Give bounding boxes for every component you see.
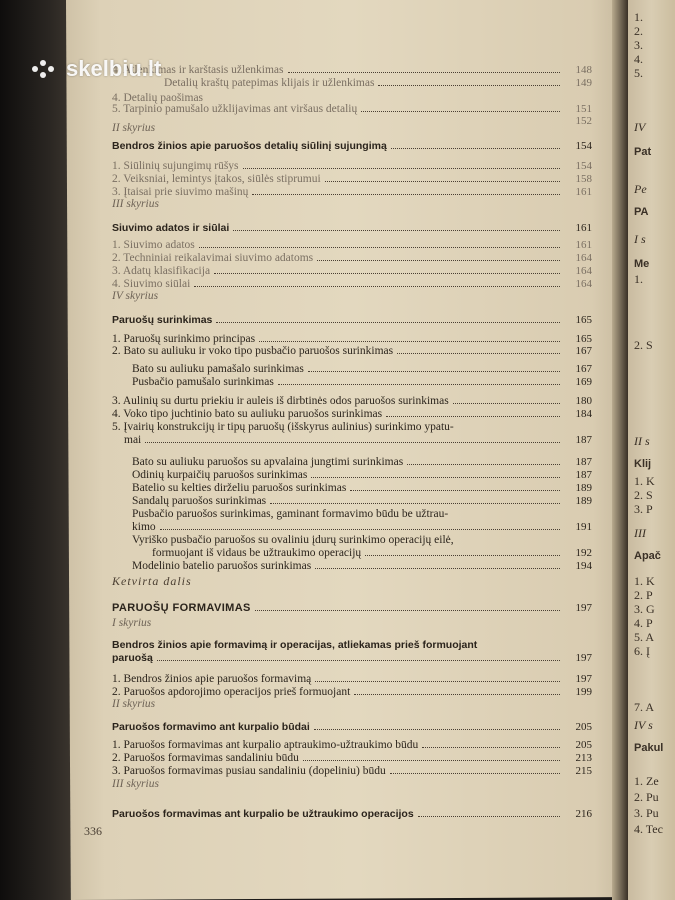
toc-entry: 4. Atlenkimas ir karštasis užlenkimas 148 bbox=[112, 64, 592, 76]
toc-entry: Sandalų paruošos surinkimas 189 bbox=[132, 495, 592, 507]
right-page-fragment: I s bbox=[634, 232, 646, 246]
toc-entry: 4. Detalių paošimas bbox=[112, 92, 204, 104]
chapter-label: IV skyrius bbox=[112, 290, 159, 302]
right-page bbox=[628, 0, 675, 900]
right-page-fragment: 4. bbox=[634, 52, 643, 66]
section-heading: Paruošų surinkimas 165 bbox=[112, 314, 592, 326]
right-page-fragment: Pakul bbox=[634, 742, 664, 754]
toc-entry: Pusbačio pamušalo surinkimas 169 bbox=[132, 376, 592, 388]
section-heading: Bendros žinios apie paruošos detalių siūlinį sujungimą 154 bbox=[112, 140, 592, 152]
right-page-fragment: 4. P bbox=[634, 616, 653, 630]
section-heading: Paruošos formavimas ant kurpalio be užtraukimo operacijos 216 bbox=[112, 808, 592, 820]
watermark bbox=[32, 56, 161, 82]
right-page-fragment: Pe bbox=[634, 182, 647, 196]
right-page-fragment: 4. Tec bbox=[634, 822, 663, 836]
toc-entry: Bato su auliuku paruošos su apvalaina jungtimi surinkimas 187 bbox=[132, 456, 592, 468]
toc-entry: 2. Veiksniai, lemintys įtakos, siūlės stiprumui 158 bbox=[112, 173, 592, 185]
toc-entry: 3. Adatų klasifikacija 164 bbox=[112, 265, 592, 277]
toc-entry: 2. Paruošos formavimas sandaliniu būdu 213 bbox=[112, 752, 592, 764]
toc-entry: 1. Paruošų surinkimo principas 165 bbox=[112, 333, 592, 345]
right-page-fragment: III bbox=[634, 526, 646, 540]
toc-entry: 2. Bato su auliuku ir voko tipo pusbačio paruošos surinkimas 167 bbox=[112, 345, 592, 357]
right-page-fragment: 2. P bbox=[634, 588, 653, 602]
right-page-fragment: Klij bbox=[634, 458, 652, 470]
toc-entry: Odinių kurpaičių paruošos surinkimas 187 bbox=[132, 469, 592, 481]
right-page-fragment: PA bbox=[634, 206, 649, 218]
toc-entry: 152 bbox=[575, 115, 592, 127]
right-page-fragment: IV s bbox=[634, 718, 653, 732]
watermark-text: skelbiu.lt bbox=[66, 56, 162, 81]
toc-entry: 3. Įtaisai prie siuvimo mašinų 161 bbox=[112, 186, 592, 198]
toc-entry: 1. Paruošos formavimas ant kurpalio aptraukimo-užtraukimo būdu 205 bbox=[112, 739, 592, 751]
page-number: 336 bbox=[84, 824, 102, 838]
part-label: Ketvirta dalis bbox=[112, 574, 192, 588]
right-page-fragment: Apač bbox=[634, 550, 661, 562]
toc-entry: Bato su auliuku pamašalo surinkimas 167 bbox=[132, 363, 592, 375]
right-page-fragment: Pat bbox=[634, 146, 652, 158]
right-page-fragment: Me bbox=[634, 258, 650, 270]
section-heading: Siuvimo adatos ir siūlai 161 bbox=[112, 222, 592, 234]
toc-entry: 2. Techniniai reikalavimai siuvimo adatoms 164 bbox=[112, 252, 592, 264]
toc-entry: 4. Siuvimo siūlai 164 bbox=[112, 278, 592, 290]
right-page-fragment: 2. S bbox=[634, 488, 653, 502]
right-page-fragment: II s bbox=[634, 434, 650, 448]
watermark-dots-icon bbox=[32, 59, 60, 79]
right-page-fragment: 2. Pu bbox=[634, 790, 659, 804]
section-heading-continued: paruošą 197 bbox=[112, 652, 592, 664]
toc-entry: 1. Siūlinių sujungimų rūšys 154 bbox=[112, 160, 592, 172]
toc-entry: 4. Voko tipo juchtinio bato su auliuku paruošos surinkimas 184 bbox=[112, 408, 592, 420]
right-page-fragment: 1. K bbox=[634, 574, 655, 588]
right-page-fragment: 1. bbox=[634, 10, 643, 24]
right-page-fragment: 3. G bbox=[634, 602, 655, 616]
toc-entry: Detalių kraštų patepimas klijais ir užlenkimas 149 bbox=[164, 77, 592, 89]
right-page-fragment: IV bbox=[634, 120, 646, 134]
toc-entry: Batelio su kelties dirželiu paruošos surinkimas 189 bbox=[132, 482, 592, 494]
chapter-label: I skyrius bbox=[112, 617, 152, 629]
toc-entry: 3. Aulinių su durtu priekiu ir auleis iš dirbtinės odos paruošos surinkimas 180 bbox=[112, 395, 592, 407]
section-heading: Paruošos formavimo ant kurpalio būdai 205 bbox=[112, 721, 592, 733]
right-page-fragment: 1. bbox=[634, 272, 643, 286]
toc-entry-continued: kimo 191 bbox=[132, 521, 592, 533]
toc-entry: 3. Paruošos formavimas pusiau sandaliniu (dopeliniu) būdu 215 bbox=[112, 765, 592, 777]
toc-entry-continued: formuojant iš vidaus be užtraukimo operacijų 192 bbox=[152, 547, 592, 559]
toc-entry: Modelinio batelio paruošos surinkimas 194 bbox=[132, 560, 592, 572]
toc-entry: 1. Bendros žinios apie paruošos formavimą 197 bbox=[112, 673, 592, 685]
toc-entry: Vyriško pusbačio paruošos su ovaliniu įdurų surinkimo operacijų eilė, bbox=[132, 534, 454, 546]
section-heading: Bendros žinios apie formavimą ir operacijas, atliekamas prieš formuojant bbox=[112, 639, 478, 651]
toc-entry: 5. Įvairių konstrukcijų ir tipų paruošų (išskyrus aulinius) surinkimo ypatu- bbox=[112, 421, 454, 433]
chapter-label: III skyrius bbox=[112, 198, 159, 210]
right-page-fragment: 1. Ze bbox=[634, 774, 659, 788]
right-page-fragment: 6. Į bbox=[634, 644, 650, 658]
right-page-fragment: 3. P bbox=[634, 502, 653, 516]
part-heading: PARUOŠŲ FORMAVIMAS 197 bbox=[112, 602, 592, 614]
chapter-label: III skyrius bbox=[112, 778, 159, 790]
toc-entry: 5. Tarpinio pamušalo užklijavimas ant viršaus detalių 151 bbox=[112, 103, 592, 115]
toc-entry: 1. Siuvimo adatos 161 bbox=[112, 239, 592, 251]
chapter-label: II skyrius bbox=[112, 698, 156, 710]
toc-entry-continued: mai 187 bbox=[124, 434, 592, 446]
right-page-fragment: 3. bbox=[634, 38, 643, 52]
right-page-fragment: 2. bbox=[634, 24, 643, 38]
toc-entry: Pusbačio paruošos surinkimas, gaminant formavimo būdu be užtrau- bbox=[132, 508, 449, 520]
right-page-fragment: 1. K bbox=[634, 474, 655, 488]
right-page-fragment: 7. A bbox=[634, 700, 655, 714]
toc-entry: 2. Paruošos apdorojimo operacijos prieš formuojant 199 bbox=[112, 686, 592, 698]
background-left bbox=[0, 0, 70, 900]
right-page-fragment: 2. S bbox=[634, 338, 653, 352]
right-page-fragment: 5. A bbox=[634, 630, 655, 644]
right-page-fragment: 3. Pu bbox=[634, 806, 659, 820]
right-page-fragment: 5. bbox=[634, 66, 643, 80]
chapter-label: II skyrius bbox=[112, 122, 156, 134]
